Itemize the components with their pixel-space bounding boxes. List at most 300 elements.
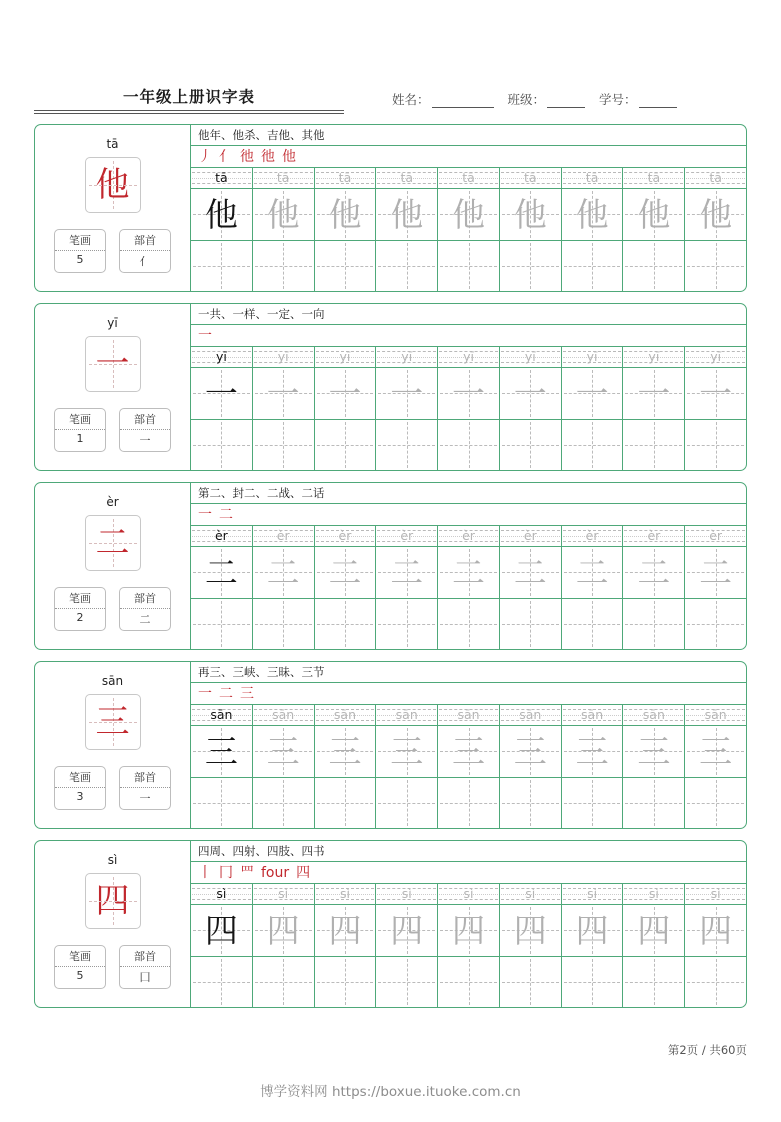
meta-field-label: 班级：	[507, 92, 546, 107]
character-cell[interactable]	[376, 547, 438, 598]
character-cell[interactable]	[191, 547, 253, 598]
pinyin-cell[interactable]	[315, 168, 377, 188]
character-model: 三	[204, 731, 238, 771]
practice-area	[191, 125, 746, 291]
character-cell[interactable]	[685, 368, 746, 419]
character-trace: 四	[637, 910, 671, 950]
blank-cell[interactable]	[253, 778, 315, 829]
example-words: 他年、他杀、吉他、其他	[191, 125, 746, 146]
meta-field-input[interactable]	[432, 94, 494, 108]
pinyin-cell[interactable]	[376, 347, 438, 367]
character-cell[interactable]	[685, 905, 746, 956]
info-pinyin: yī	[107, 316, 118, 330]
character-cell[interactable]	[376, 189, 438, 240]
blank-cell[interactable]	[191, 778, 253, 829]
meta-field-1	[508, 90, 586, 108]
character-cell[interactable]	[315, 547, 377, 598]
pinyin-trace: yī	[524, 348, 536, 364]
character-practice-row	[191, 905, 746, 957]
stroke-order-step: 一	[198, 506, 212, 523]
character-cell[interactable]	[315, 905, 377, 956]
meta-field-input[interactable]	[547, 94, 585, 108]
pinyin-cell[interactable]	[562, 526, 624, 546]
pinyin-trace: sān	[519, 706, 542, 722]
model-character: 他	[95, 165, 130, 205]
pinyin-cell[interactable]	[685, 526, 746, 546]
title-block	[34, 85, 344, 114]
stroke-order-step: 一	[198, 685, 212, 702]
character-cell[interactable]	[500, 547, 562, 598]
pinyin-model: sān	[210, 706, 233, 722]
character-trace: 他	[575, 194, 609, 234]
pinyin-trace: tā	[647, 169, 661, 185]
character-cell[interactable]	[500, 726, 562, 777]
character-cell[interactable]	[253, 905, 315, 956]
pinyin-trace: yī	[339, 348, 351, 364]
pinyin-cell[interactable]	[438, 705, 500, 725]
pinyin-cell[interactable]	[315, 705, 377, 725]
writing-grid	[191, 526, 746, 649]
character-cell[interactable]	[315, 726, 377, 777]
stroke-order-step: 二	[219, 685, 233, 702]
pinyin-cell[interactable]	[623, 526, 685, 546]
character-trace: 三	[575, 731, 609, 771]
stroke-order-step: 他	[282, 148, 296, 165]
blank-cell[interactable]	[623, 420, 685, 471]
stroke-count-pill	[54, 408, 106, 452]
character-cell[interactable]	[376, 726, 438, 777]
page-header	[34, 0, 747, 114]
character-cell[interactable]	[438, 547, 500, 598]
blank-cell[interactable]	[685, 420, 746, 471]
character-cell[interactable]	[438, 726, 500, 777]
character-cell[interactable]	[562, 368, 624, 419]
pinyin-trace: sān	[272, 706, 295, 722]
pinyin-cell[interactable]	[191, 526, 253, 546]
writing-grid	[191, 347, 746, 470]
character-model: 四	[204, 910, 238, 950]
stroke-order-step: 亻	[219, 148, 233, 165]
model-character-box	[85, 694, 141, 750]
practice-area	[191, 841, 746, 1007]
blank-cell[interactable]	[315, 420, 377, 471]
pinyin-trace: yī	[463, 348, 474, 364]
character-cell[interactable]	[562, 726, 624, 777]
pinyin-trace: sì	[401, 885, 412, 901]
pinyin-cell[interactable]	[500, 526, 562, 546]
stroke-count-pill	[54, 945, 106, 989]
example-words: 一共、一样、一定、一向	[191, 304, 746, 325]
character-trace: 二	[513, 552, 547, 592]
stroke-count-pill	[54, 229, 106, 273]
pinyin-cell[interactable]	[376, 168, 438, 188]
character-trace: 二	[266, 552, 300, 592]
blank-practice-row	[191, 241, 746, 292]
character-cell[interactable]	[623, 547, 685, 598]
radical-pill	[119, 587, 171, 631]
pinyin-cell[interactable]	[562, 884, 624, 904]
character-info-panel	[35, 662, 191, 828]
pinyin-model: sì	[216, 885, 227, 901]
meta-field-label: 学号：	[599, 92, 637, 107]
blank-cell[interactable]	[376, 778, 438, 829]
pinyin-cell[interactable]	[315, 347, 377, 367]
stroke-order-step: 二	[219, 506, 233, 523]
pinyin-trace: tā	[400, 169, 414, 185]
pinyin-cell[interactable]	[500, 884, 562, 904]
pinyin-trace: sān	[333, 706, 356, 722]
pinyin-cell[interactable]	[191, 168, 253, 188]
stroke-count-label: 笔画	[55, 767, 105, 788]
pinyin-cell[interactable]	[562, 705, 624, 725]
character-trace: 二	[328, 552, 362, 592]
pinyin-cell[interactable]	[191, 705, 253, 725]
stroke-order-step: 彵	[240, 148, 254, 165]
blank-cell[interactable]	[191, 420, 253, 471]
pinyin-trace: sì	[278, 885, 289, 901]
stroke-count-pill	[54, 587, 106, 631]
pinyin-cell[interactable]	[376, 526, 438, 546]
pinyin-cell[interactable]	[253, 526, 315, 546]
blank-cell[interactable]	[500, 420, 562, 471]
page-title: 一年级上册识字表	[122, 88, 255, 106]
character-trace: 一	[699, 373, 733, 413]
pinyin-model: tā	[215, 169, 228, 185]
character-cell[interactable]	[253, 189, 315, 240]
blank-cell[interactable]	[685, 241, 746, 292]
blank-practice-row	[191, 957, 746, 1008]
character-model: 二	[204, 552, 238, 592]
pinyin-trace: yī	[648, 348, 660, 364]
blank-cell[interactable]	[253, 241, 315, 292]
pinyin-cell[interactable]	[191, 347, 253, 367]
stroke-order-step: 一	[198, 327, 212, 344]
radical-value: 一	[139, 434, 151, 447]
character-cell[interactable]	[191, 189, 253, 240]
pinyin-cell[interactable]	[253, 347, 315, 367]
pinyin-cell[interactable]	[253, 705, 315, 725]
radical-pill	[119, 766, 171, 810]
pinyin-trace: yī	[277, 348, 289, 364]
blank-cell[interactable]	[376, 241, 438, 292]
model-character-box	[85, 873, 141, 929]
blank-cell[interactable]	[315, 778, 377, 829]
pinyin-cell[interactable]	[376, 884, 438, 904]
blank-cell[interactable]	[315, 957, 377, 1008]
pinyin-cell[interactable]	[438, 347, 500, 367]
info-pinyin: sān	[101, 674, 124, 688]
pinyin-cell[interactable]	[500, 347, 562, 367]
character-trace: 一	[266, 373, 300, 413]
blank-cell[interactable]	[623, 778, 685, 829]
character-cell[interactable]	[562, 547, 624, 598]
pinyin-trace: sì	[710, 885, 721, 901]
blank-cell[interactable]	[685, 599, 746, 650]
stroke-count-label: 笔画	[55, 409, 105, 430]
blank-cell[interactable]	[623, 957, 685, 1008]
pinyin-cell[interactable]	[623, 168, 685, 188]
character-attributes	[54, 945, 171, 989]
pinyin-cell[interactable]	[685, 884, 746, 904]
radical-pill	[119, 408, 171, 452]
character-cell[interactable]	[438, 368, 500, 419]
character-cell[interactable]	[500, 368, 562, 419]
stroke-count-value: 1	[76, 432, 84, 445]
blank-cell[interactable]	[191, 241, 253, 292]
stroke-order-step: 三	[240, 685, 254, 702]
meta-field-0	[392, 90, 494, 108]
blank-cell[interactable]	[685, 778, 746, 829]
character-cell[interactable]	[685, 189, 746, 240]
stroke-count-value: 3	[76, 790, 84, 803]
blank-practice-row	[191, 778, 746, 829]
character-trace: 四	[699, 910, 733, 950]
stroke-count-value: 2	[76, 611, 84, 624]
blank-cell[interactable]	[315, 241, 377, 292]
pinyin-trace: sān	[642, 706, 665, 722]
blank-cell[interactable]	[191, 957, 253, 1008]
blank-practice-row	[191, 420, 746, 471]
character-cell[interactable]	[438, 905, 500, 956]
blank-cell[interactable]	[438, 778, 500, 829]
radical-value: 亻	[139, 255, 151, 268]
blank-cell[interactable]	[376, 420, 438, 471]
radical-pill	[119, 229, 171, 273]
character-practice-row	[191, 189, 746, 241]
character-trace: 一	[513, 373, 547, 413]
stroke-order-row	[191, 504, 746, 526]
pinyin-cell[interactable]	[253, 884, 315, 904]
practice-area	[191, 483, 746, 649]
blank-cell[interactable]	[685, 957, 746, 1008]
blank-cell[interactable]	[438, 241, 500, 292]
blank-cell[interactable]	[623, 241, 685, 292]
blank-cell[interactable]	[376, 599, 438, 650]
radical-value: 二	[139, 613, 151, 626]
character-trace: 四	[452, 910, 486, 950]
pinyin-cell[interactable]	[376, 705, 438, 725]
blank-cell[interactable]	[623, 599, 685, 650]
blank-cell[interactable]	[315, 599, 377, 650]
character-cell[interactable]	[315, 368, 377, 419]
writing-grid	[191, 168, 746, 291]
character-trace: 他	[266, 194, 300, 234]
pinyin-cell[interactable]	[623, 705, 685, 725]
character-trace: 一	[452, 373, 486, 413]
character-cell[interactable]	[438, 189, 500, 240]
model-character-box	[85, 515, 141, 571]
character-practice-row	[191, 547, 746, 599]
blank-cell[interactable]	[500, 241, 562, 292]
pinyin-cell[interactable]	[685, 705, 746, 725]
blank-cell[interactable]	[562, 957, 624, 1008]
pinyin-cell[interactable]	[562, 347, 624, 367]
stroke-order-row	[191, 325, 746, 347]
pinyin-practice-row	[191, 347, 746, 368]
pinyin-cell[interactable]	[685, 168, 746, 188]
character-cell[interactable]	[685, 547, 746, 598]
character-trace: 一	[328, 373, 362, 413]
blank-cell[interactable]	[500, 957, 562, 1008]
character-trace: 他	[452, 194, 486, 234]
character-trace: 他	[513, 194, 547, 234]
character-cell[interactable]	[562, 189, 624, 240]
character-cell[interactable]	[623, 726, 685, 777]
blank-cell[interactable]	[562, 241, 624, 292]
character-trace: 四	[266, 910, 300, 950]
radical-label: 部首	[120, 409, 170, 430]
character-attributes	[54, 408, 171, 452]
character-cell[interactable]	[376, 368, 438, 419]
character-cell[interactable]	[562, 905, 624, 956]
character-cell[interactable]	[623, 189, 685, 240]
model-character: 一	[95, 344, 130, 384]
character-block	[34, 303, 747, 471]
pinyin-cell[interactable]	[438, 526, 500, 546]
pinyin-practice-row	[191, 168, 746, 189]
stroke-order-row	[191, 146, 746, 168]
blank-cell[interactable]	[438, 420, 500, 471]
character-practice-row	[191, 726, 746, 778]
meta-field-input[interactable]	[639, 94, 677, 108]
pinyin-trace: sān	[704, 706, 727, 722]
info-pinyin: tā	[106, 137, 119, 151]
character-attributes	[54, 587, 171, 631]
character-cell[interactable]	[253, 726, 315, 777]
pinyin-cell[interactable]	[623, 884, 685, 904]
character-trace: 一	[637, 373, 671, 413]
meta-field-2	[599, 90, 677, 108]
character-cell[interactable]	[253, 368, 315, 419]
radical-label: 部首	[120, 767, 170, 788]
character-info-panel	[35, 483, 191, 649]
character-info-panel	[35, 841, 191, 1007]
model-character: 三	[95, 702, 130, 742]
pinyin-trace: èr	[585, 527, 599, 543]
pinyin-practice-row	[191, 884, 746, 905]
pinyin-trace: èr	[709, 527, 723, 543]
character-trace: 四	[328, 910, 362, 950]
pinyin-model: yī	[215, 348, 227, 364]
character-model: 一	[204, 373, 238, 413]
character-cell[interactable]	[253, 547, 315, 598]
character-trace: 四	[390, 910, 424, 950]
pinyin-cell[interactable]	[315, 526, 377, 546]
writing-grid	[191, 705, 746, 828]
pinyin-trace: tā	[585, 169, 599, 185]
pinyin-trace: sì	[339, 885, 350, 901]
pinyin-trace: tā	[276, 169, 290, 185]
pinyin-cell[interactable]	[253, 168, 315, 188]
pinyin-trace: yī	[710, 348, 722, 364]
stroke-count-label: 笔画	[55, 230, 105, 251]
blank-practice-row	[191, 599, 746, 650]
pinyin-trace: èr	[523, 527, 537, 543]
blank-cell[interactable]	[191, 599, 253, 650]
character-attributes	[54, 229, 171, 273]
blank-cell[interactable]	[562, 778, 624, 829]
info-pinyin: sì	[107, 853, 118, 867]
info-pinyin: èr	[106, 495, 119, 509]
practice-area	[191, 304, 746, 470]
character-info-panel	[35, 304, 191, 470]
blank-cell[interactable]	[253, 599, 315, 650]
character-trace: 一	[390, 373, 424, 413]
blank-cell[interactable]	[562, 420, 624, 471]
pinyin-cell[interactable]	[315, 884, 377, 904]
pinyin-cell[interactable]	[500, 705, 562, 725]
character-cell[interactable]	[315, 189, 377, 240]
character-trace: 二	[452, 552, 486, 592]
pinyin-cell[interactable]	[562, 168, 624, 188]
character-cell[interactable]	[376, 905, 438, 956]
character-trace: 二	[390, 552, 424, 592]
example-words: 再三、三峡、三昧、三节	[191, 662, 746, 683]
character-cell[interactable]	[191, 726, 253, 777]
blank-cell[interactable]	[438, 957, 500, 1008]
model-character: 二	[95, 523, 130, 563]
blank-cell[interactable]	[500, 599, 562, 650]
stroke-order-row	[191, 862, 746, 884]
character-trace: 他	[390, 194, 424, 234]
stroke-count-value: 5	[76, 969, 84, 982]
character-trace: 一	[575, 373, 609, 413]
model-character-box	[85, 157, 141, 213]
character-trace: 四	[575, 910, 609, 950]
radical-label: 部首	[120, 946, 170, 967]
character-cell[interactable]	[685, 726, 746, 777]
stroke-order-step: 罒	[240, 864, 254, 881]
pinyin-cell[interactable]	[191, 884, 253, 904]
model-character: 四	[95, 881, 130, 921]
character-cell[interactable]	[500, 189, 562, 240]
blank-cell[interactable]	[500, 778, 562, 829]
pinyin-practice-row	[191, 705, 746, 726]
pinyin-cell[interactable]	[623, 347, 685, 367]
character-trace: 他	[699, 194, 733, 234]
blank-cell[interactable]	[438, 599, 500, 650]
stroke-order-step: 冂	[219, 864, 233, 881]
watermark: 博学资料网 https://boxue.ituoke.com.cn	[260, 1084, 521, 1100]
character-cell[interactable]	[500, 905, 562, 956]
pinyin-cell[interactable]	[438, 168, 500, 188]
model-character-box	[85, 336, 141, 392]
pinyin-trace: èr	[338, 527, 352, 543]
character-cell[interactable]	[623, 905, 685, 956]
blank-cell[interactable]	[376, 957, 438, 1008]
character-model: 他	[204, 194, 238, 234]
student-meta-fields	[344, 90, 747, 114]
character-cell[interactable]	[623, 368, 685, 419]
stroke-count-pill	[54, 766, 106, 810]
stroke-order-step: four	[261, 864, 290, 881]
stroke-order-row	[191, 683, 746, 705]
character-trace: 三	[266, 731, 300, 771]
blank-cell[interactable]	[253, 420, 315, 471]
pinyin-trace: sì	[587, 885, 598, 901]
pinyin-cell[interactable]	[438, 884, 500, 904]
blank-cell[interactable]	[253, 957, 315, 1008]
pinyin-trace: sì	[463, 885, 474, 901]
character-trace: 二	[699, 552, 733, 592]
character-cell[interactable]	[191, 905, 253, 956]
blank-cell[interactable]	[562, 599, 624, 650]
character-block-list	[34, 124, 747, 1008]
pinyin-cell[interactable]	[500, 168, 562, 188]
pinyin-cell[interactable]	[685, 347, 746, 367]
character-cell[interactable]	[191, 368, 253, 419]
character-trace: 三	[328, 731, 362, 771]
